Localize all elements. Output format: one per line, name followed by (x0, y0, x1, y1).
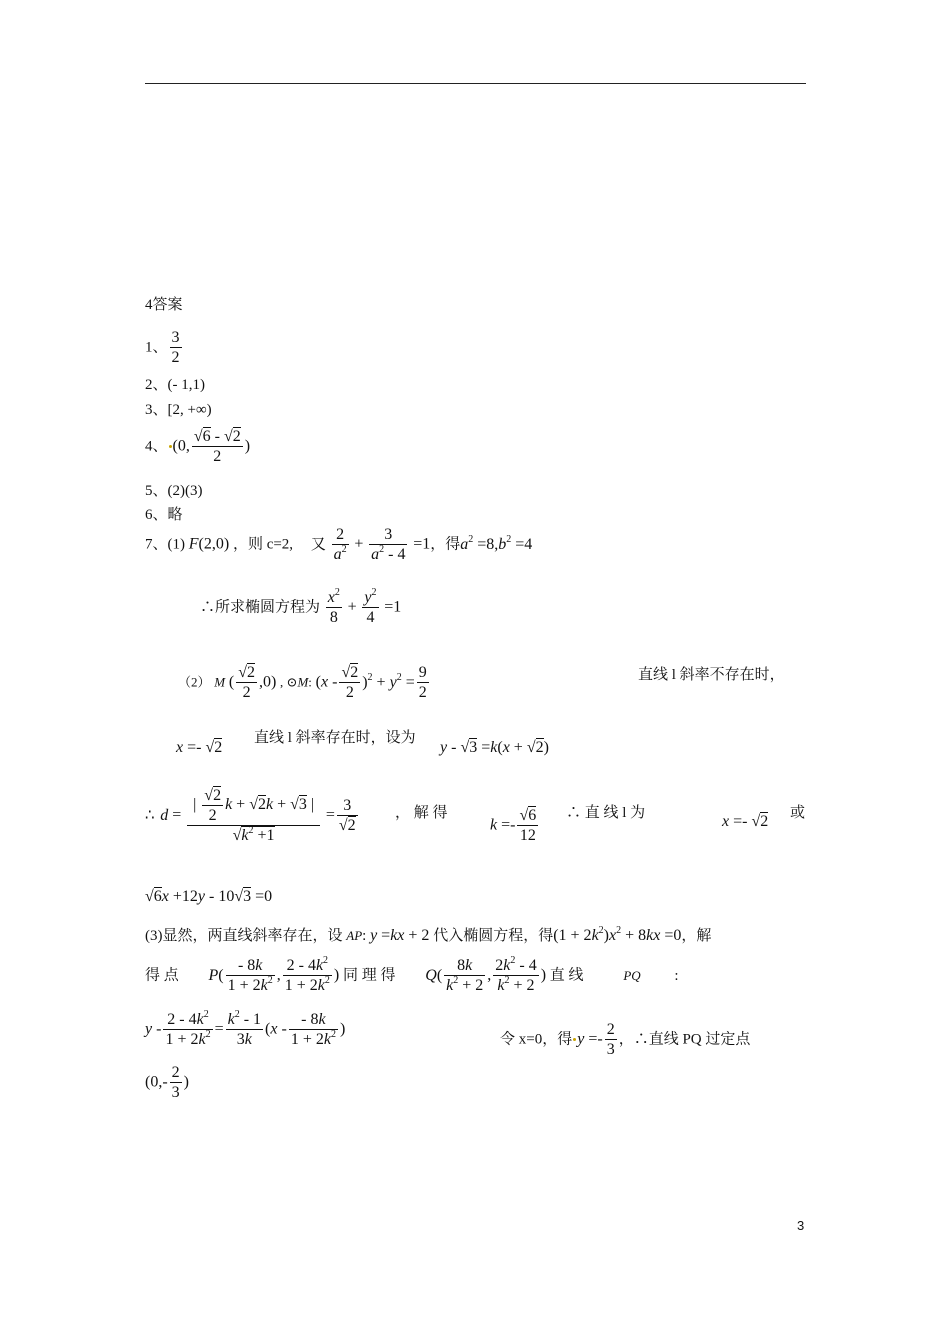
answer-6: 6、略 (145, 507, 183, 523)
answers-heading: 4答案 (145, 297, 183, 313)
answer-1-denominator: 2 (171, 349, 180, 366)
or-text: 或 (790, 805, 806, 821)
marker-dot (169, 445, 172, 448)
solution-7-part3: (3)显然，两直线斜率存在，设 AP: y =kx + 2 代入椭圆方程，得$(1 + 2k^2)x^2 + 8kx =0$，解 (145, 925, 712, 944)
header-rule (145, 83, 806, 84)
solve-text: ， 解 得 (395, 805, 448, 821)
answer-3: 3、[2, +∞) (145, 402, 212, 418)
marker-dot-2 (573, 1038, 576, 1041)
solution-7-part2: （2） M ( $\frac{√2}{2}$ ,0) , ⊙M: (x - $\frac{√2}{2}$ )$^2 + y^2$ = $\frac{9}{2}$ (178, 664, 427, 701)
answer-1 (145, 328, 184, 367)
answer-4-label: 4、 (145, 438, 168, 455)
part3-substitute-text: 代入椭圆方程，得 (433, 928, 554, 944)
fixed-point-text: ，∴直线 PQ 过定点 (618, 1031, 751, 1048)
frac-y2-over-4: $\frac{y^2}{4}$ (364, 587, 377, 626)
answer-1-numerator: 3 (171, 329, 180, 346)
solution-7-part1: 7、(1) F(2,0) ，则 c=2, 又 $\frac{2}{a^2}$ + $\frac{3}{a^2 - 4}$ =1，得$a^2 =8,b^2 =4$ (145, 526, 533, 563)
line-text: 直 线 (549, 967, 584, 984)
line-pq-equation: y - $\frac{2 - 4k^2}{1 + 2k^2}$ = $\frac{k^2 - 1}{3k}$ (x - $\frac{- 8k}{1 + 2k^2}$ ) (145, 1009, 346, 1048)
answer-2: 2、(- 1,1) (145, 377, 205, 393)
part3-solve-text: ，解 (681, 928, 712, 944)
part2-label: （2） (178, 674, 211, 690)
answer-4: 4、 (0, $\frac{√6 - √2}{2}$ ) (145, 428, 251, 465)
let-x-text: 令 x=0，得 (500, 1031, 573, 1048)
line-x-eq-neg-sqrt2: x =- √2 (176, 739, 223, 756)
line-l-is-text: ∴ 直 线 l 为 (566, 805, 646, 821)
distance-equation: ∴ d = | $\frac{√2}{2}$ k + √2k + √3 | $√k^2 +1$ = $\frac{3}{√2}$ (145, 787, 356, 844)
answer-1-fraction (170, 328, 182, 367)
part3-intro-text: (3)显然，两直线斜率存在，设 (145, 928, 343, 944)
part1-label: 7、(1) (145, 536, 185, 553)
similarly-text: 同 理 得 (342, 967, 396, 984)
line-equation-l: √6x +12y - 10√3 =0 (145, 888, 273, 905)
frac-x2-over-8: $\frac{x^2}{8}$ (327, 587, 340, 626)
page-number: 3 (797, 1218, 805, 1233)
line-point-slope: y - √3 =k(x + √2) (440, 739, 549, 756)
conclusion-text: ∴所求椭圆方程为 (200, 599, 321, 616)
part1-get-text: ，得 (430, 536, 461, 553)
part2-no-slope-text: 直线 l 斜率不存在时， (638, 667, 785, 683)
get-point-text: 得 点 (145, 967, 179, 984)
frac-2-over-a2: $\frac{2}{a^2}$ (333, 526, 347, 563)
part1-also-text: 又 (310, 536, 326, 553)
k-value: k =- $\frac{√6}{12}$ (490, 807, 537, 844)
answer-4-fraction: $\frac{√6 - √2}{2}$ (193, 428, 241, 465)
x-eq-neg-sqrt2-again: x =- √2 (722, 813, 769, 830)
ellipse-equation: ∴所求椭圆方程为 $\frac{x^2}{8}$ + $\frac{y^2}{4}$ =1 (200, 587, 402, 626)
part2-slope-exists-text: 直线 l 斜率存在时，设为 (254, 730, 416, 746)
let-x-zero: 令 x=0，得 y =- $\frac{2}{3}$ ，∴直线 PQ 过定点 (500, 1021, 751, 1058)
answer-1-label: 1、 (145, 339, 168, 356)
fixed-point: (0,- $\frac{2}{3}$ ) (145, 1064, 189, 1101)
distance-fraction: | $\frac{√2}{2}$ k + √2k + √3 | $√k^2 +1$ (187, 786, 320, 845)
points-p-q-line: 得 点 P( $\frac{- 8k}{1 + 2k^2}$ , $\frac{2 - 4k^2}{1 + 2k^2}$ ) 同 理 得 Q( $\frac{8k}{k^2 + 2}$ , $\frac{2k^2 - 4}{k^2 + 2}$ ) 直 线 PQ : (145, 955, 679, 994)
therefore-symbol: ∴ (145, 807, 155, 824)
frac-3-over-a2-4: $\frac{3}{a^2 - 4}$ (371, 526, 406, 563)
answer-5: 5、(2)(3) (145, 483, 203, 499)
part1-then-text: ，则 c=2, (232, 536, 294, 553)
